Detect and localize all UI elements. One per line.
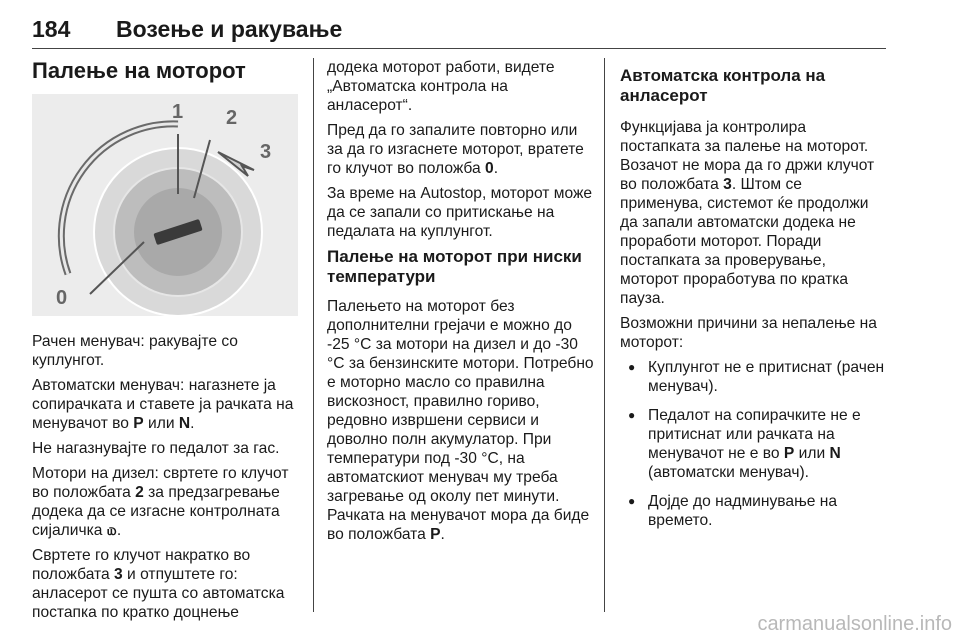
- section-heading: Автоматска контрола на анласерот: [620, 66, 826, 105]
- column-divider: [313, 58, 314, 612]
- glow-plug-icon: ௰: [106, 522, 117, 539]
- column-divider: [604, 58, 605, 612]
- page-header: [32, 10, 886, 44]
- position-label-2: 2: [226, 107, 238, 129]
- paragraph: Свртете го клучот накратко во положбата 3 и отпуштете го: анласерот се пушта со автоматска постапка по кратко доцнење: [32, 547, 285, 621]
- column-1: [32, 58, 302, 628]
- paragraph: За време на Autostop, моторот може да се запали со притискање на педалата на куплунгот.: [327, 185, 593, 240]
- list-item: ● Дојде до надминување на времето.: [620, 492, 888, 530]
- paragraph: Рачен менувач: ракувајте со куплунгот.: [32, 333, 238, 369]
- section-heading: Палење на моторот: [32, 58, 246, 83]
- paragraph: додека моторот работи, видете „Автоматска контрола на анласерот“.: [327, 59, 555, 114]
- column-3: [620, 58, 888, 540]
- watermark: carmanualsonline.info: [757, 613, 952, 635]
- column-2: [327, 58, 595, 550]
- paragraph: Мотори на дизел: свртете го клучот во положбата 2 за предзагревање додека да се изгасне контролната сијаличка ௰.: [32, 465, 289, 539]
- ignition-switch-illustration: [32, 94, 298, 316]
- paragraph: Не нагазнувајте го педалот за гас.: [32, 440, 280, 457]
- position-label-0: 0: [56, 287, 68, 309]
- paragraph: Пред да го запалите повторно или за да го изгаснете моторот, вратете го клучот во положба 0.: [327, 122, 584, 177]
- ignition-switch-figure: [32, 94, 298, 316]
- paragraph: Автоматски менувач: нагазнете ја сопирачката и ставете ја рачката на менувачот во P или N.: [32, 377, 294, 432]
- paragraph: Функцијава ја контролира постапката за палење на моторот. Возачот не мора да го држи клучот во положбата 3. Штом се применува, системот ќе продолжи да запали автоматски додека не проработи моторот. Поради постапката за проверување, моторот проработува по кратка пауза.: [620, 119, 875, 307]
- bullet-list: [620, 358, 888, 530]
- paragraph: Возможни причини за непалење на моторот:: [620, 315, 877, 351]
- position-label-3: 3: [260, 141, 272, 163]
- page-number: 184: [32, 16, 71, 42]
- list-item: ● Педалот на сопирачките не е притиснат или рачката на менувачот не е во P или N (автоматски менувач).: [620, 406, 888, 482]
- paragraph: Палењето на моторот без дополнителни грејачи е можно до -25 °C за мотори на дизел и до -30 °C за бензинските мотори. Потребно е моторно масло со правилна вискозност, правилно гориво, редовно извршени сервиси и доволно полн акумулатор. При температури под -30 °C, на автоматскиот менувач му треба загревање од околу пет минути. Рачката на менувачот мора да биде во положбата P.: [327, 298, 594, 543]
- list-item: ● Куплунгот не е притиснат (рачен менувач).: [620, 358, 888, 396]
- header-rule: [32, 48, 886, 49]
- running-title: Возење и ракување: [116, 16, 343, 42]
- position-label-1: 1: [172, 101, 184, 123]
- subheading: Палење на моторот при ниски температури: [327, 247, 582, 286]
